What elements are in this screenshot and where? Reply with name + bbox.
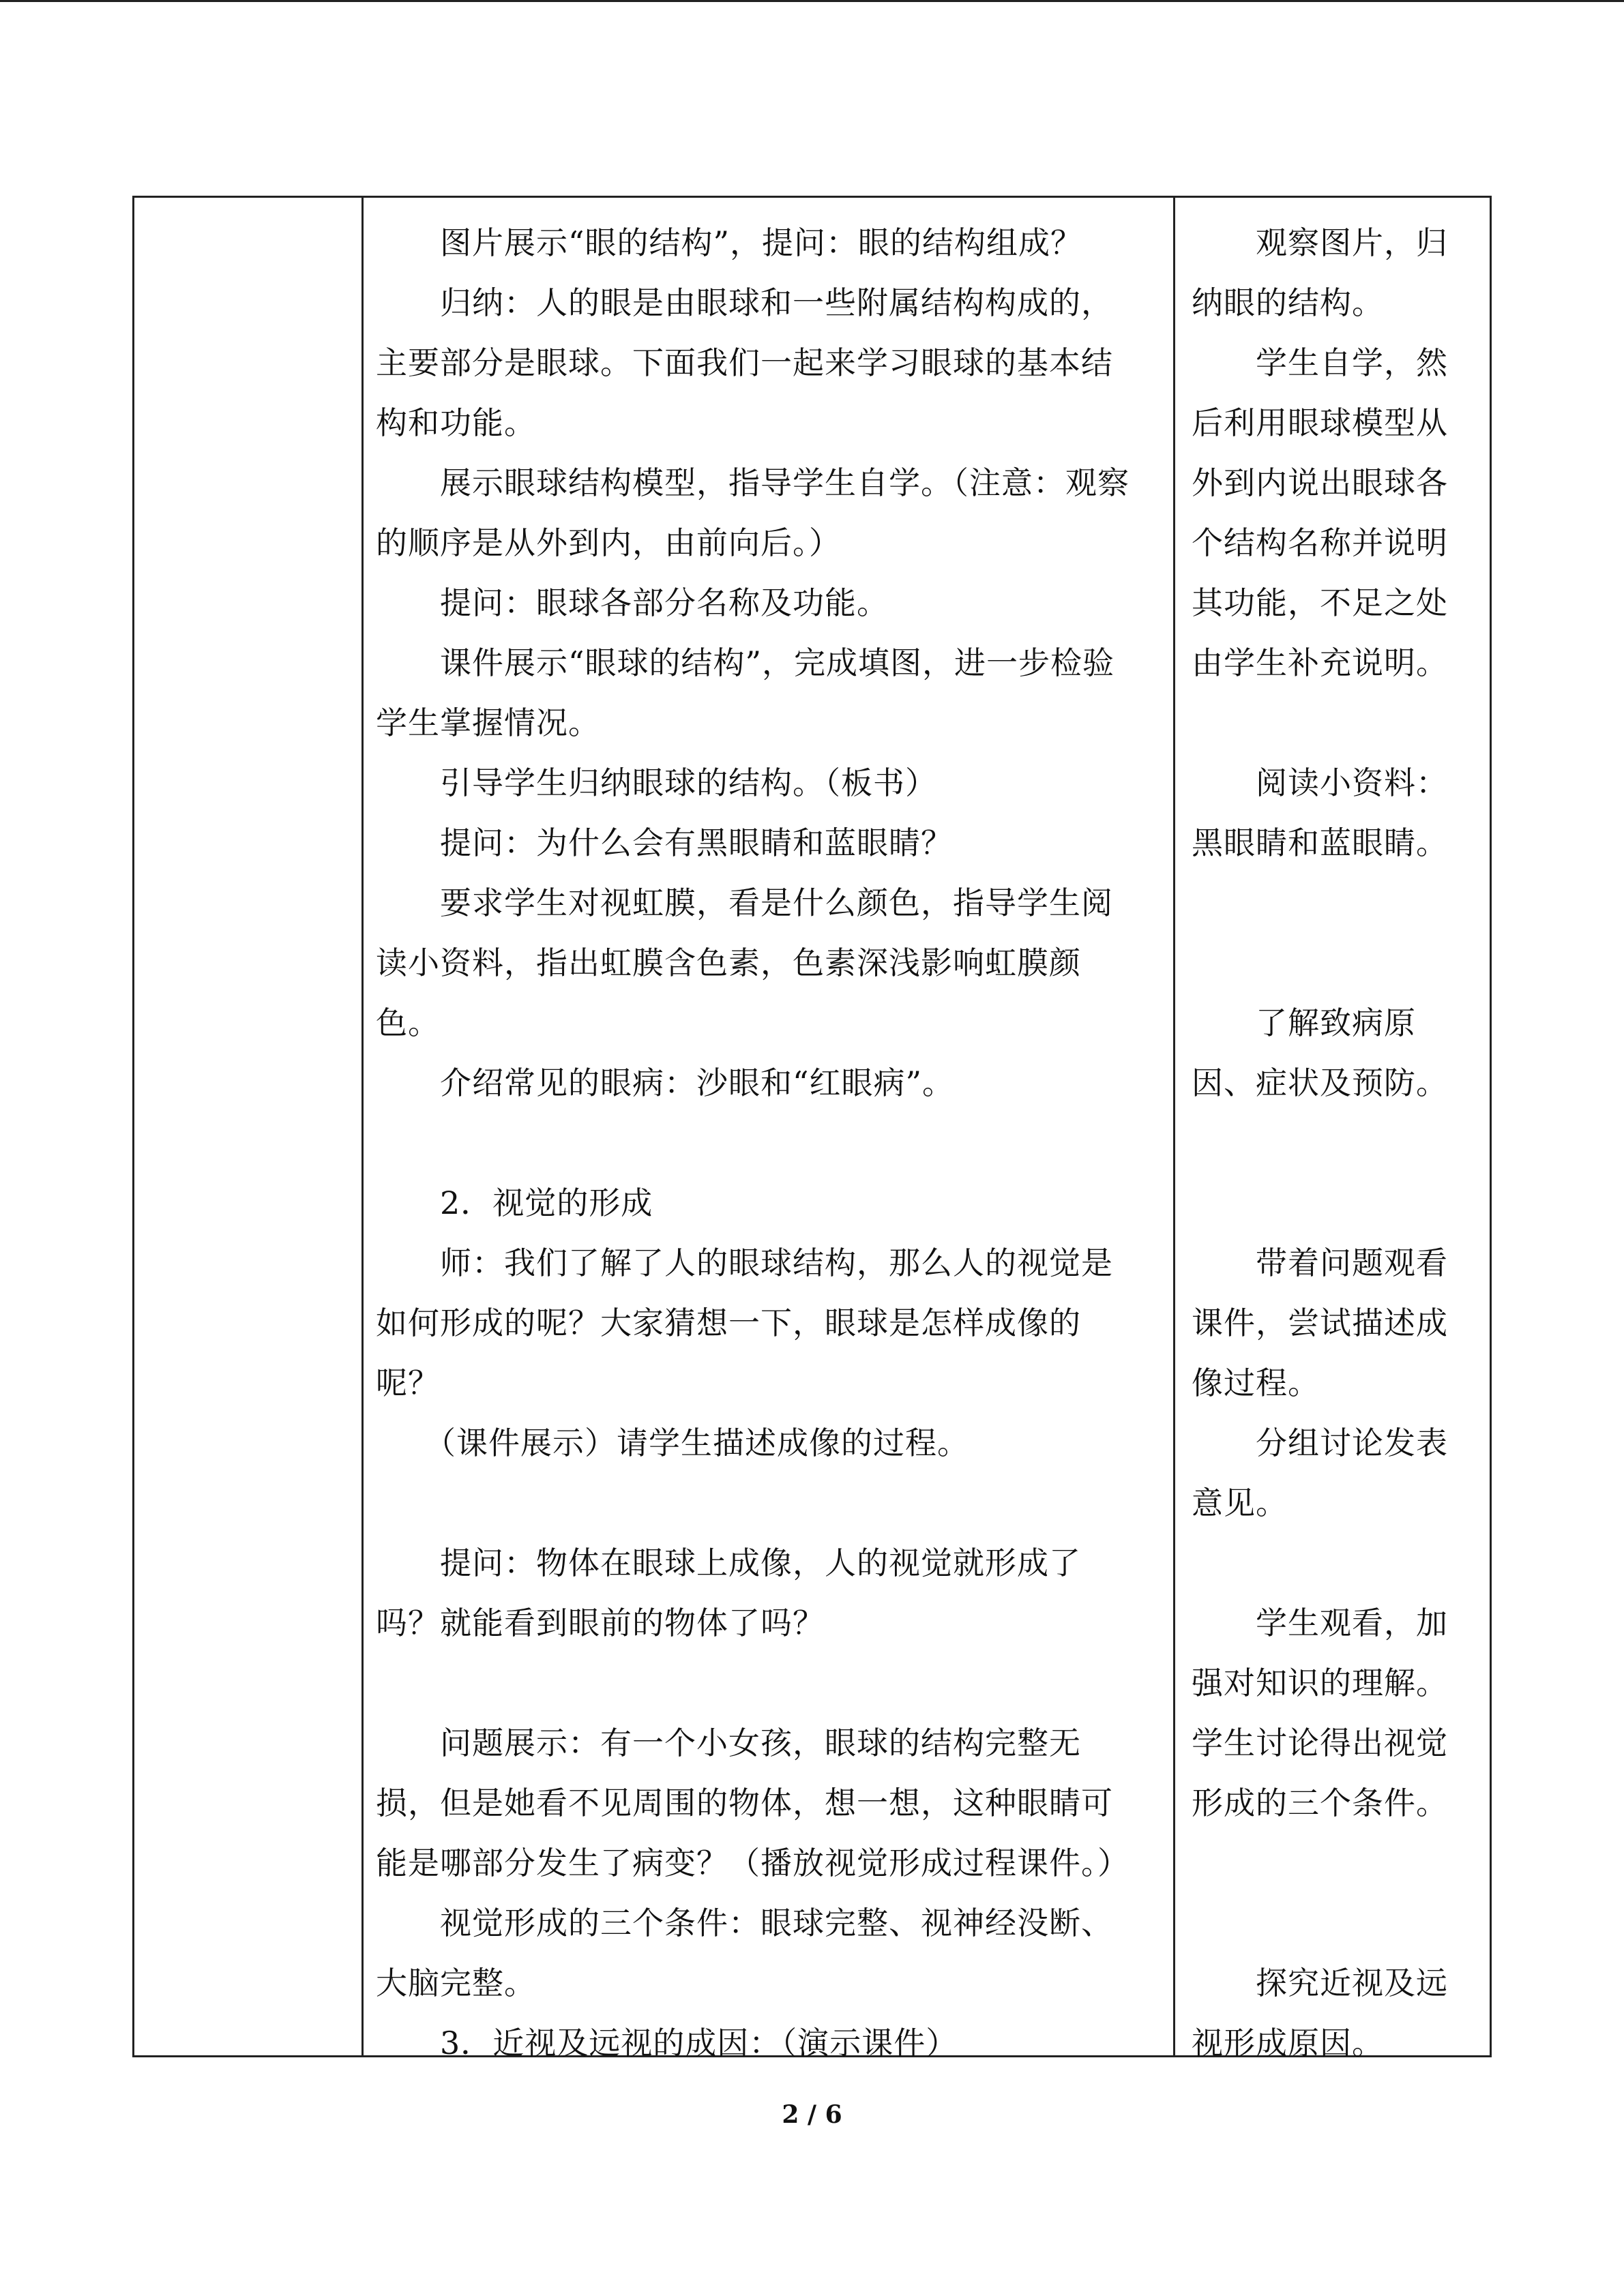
- student-text-line: 个结构名称并说明: [1192, 524, 1448, 561]
- student-text-line: 形成的三个条件。: [1192, 1785, 1448, 1821]
- teacher-text-line: 视觉形成的三个条件：眼球完整、视神经没断、: [376, 1905, 1113, 1941]
- student-text-line: 意见。: [1192, 1485, 1288, 1521]
- teacher-text-line: （课件展示）请学生描述成像的过程。: [376, 1425, 969, 1461]
- lesson-table: [132, 196, 1492, 2061]
- page-number: 2 / 6: [782, 2100, 842, 2129]
- student-text-line: 探究近视及远: [1192, 1965, 1448, 2001]
- student-text-line: 学生讨论得出视觉: [1192, 1725, 1448, 1761]
- student-text-line: 学生自学，然: [1192, 344, 1448, 381]
- teacher-text-line: 提问：物体在眼球上成像，人的视觉就形成了: [376, 1545, 1081, 1581]
- student-text-line: 像过程。: [1192, 1365, 1320, 1401]
- student-text-line: 视形成原因。: [1192, 2025, 1384, 2061]
- teacher-text-line: 展示眼球结构模型，指导学生自学。（注意：观察: [376, 464, 1130, 501]
- student-text-line: 强对知识的理解。: [1192, 1665, 1448, 1701]
- teacher-text-line: 3．近视及远视的成因：（演示课件）: [376, 2025, 958, 2061]
- teacher-text-line: 引导学生归纳眼球的结构。（板书）: [376, 764, 937, 801]
- teacher-text-line: 归纳：人的眼是由眼球和一些附属结构构成的，: [376, 284, 1113, 321]
- teacher-text-line: 色。: [376, 1004, 440, 1041]
- student-text-line: 学生观看，加: [1192, 1605, 1448, 1641]
- student-text-line: 因、症状及预防。: [1192, 1064, 1448, 1101]
- column-divider-2: [1173, 198, 1175, 2055]
- teacher-text-line: 损，但是她看不见周围的物体，想一想，这种眼睛可: [376, 1785, 1113, 1821]
- student-text-line: 课件，尝试描述成: [1192, 1304, 1448, 1341]
- column-divider-1: [361, 198, 364, 2055]
- teacher-text-line: 主要部分是眼球。下面我们一起来学习眼球的基本结: [376, 344, 1113, 381]
- teacher-text-line: 提问：眼球各部分名称及功能。: [376, 584, 889, 621]
- student-text-line: 观察图片，归: [1192, 224, 1448, 261]
- teacher-text-line: 学生掌握情况。: [376, 704, 600, 741]
- teacher-text-line: 大脑完整。: [376, 1965, 536, 2001]
- student-text-line: 阅读小资料：: [1192, 764, 1448, 801]
- teacher-text-line: 呢？: [376, 1365, 440, 1401]
- teacher-text-line: 的顺序是从外到内，由前向后。）: [376, 524, 841, 561]
- teacher-text-line: 读小资料，指出虹膜含色素，色素深浅影响虹膜颜: [376, 944, 1081, 981]
- teacher-text-line: 2．视觉的形成: [376, 1184, 653, 1221]
- student-text-line: 纳眼的结构。: [1192, 284, 1384, 321]
- teacher-text-line: 问题展示：有一个小女孩，眼球的结构完整无: [376, 1725, 1081, 1761]
- teacher-text-line: 提问：为什么会有黑眼睛和蓝眼睛？: [376, 824, 953, 861]
- student-text-line: 由学生补充说明。: [1192, 644, 1448, 681]
- teacher-text-line: 介绍常见的眼病：沙眼和“红眼病”。: [376, 1064, 955, 1101]
- student-text-line: 其功能，不足之处: [1192, 584, 1448, 621]
- teacher-text-line: 如何形成的呢？大家猜想一下，眼球是怎样成像的: [376, 1304, 1081, 1341]
- student-text-line: 了解致病原: [1192, 1004, 1416, 1041]
- teacher-text-line: 吗？就能看到眼前的物体了吗？: [376, 1605, 825, 1641]
- teacher-text-line: 图片展示“眼的结构”，提问：眼的结构组成？: [376, 224, 1083, 261]
- teacher-text-line: 师：我们了解了人的眼球结构，那么人的视觉是: [376, 1244, 1113, 1281]
- student-text-line: 外到内说出眼球各: [1192, 464, 1448, 501]
- page-top-border: [0, 0, 1624, 2]
- teacher-text-line: 能是哪部分发生了病变？（播放视觉形成过程课件。）: [376, 1845, 1130, 1881]
- teacher-text-line: 课件展示“眼球的结构”，完成填图，进一步检验: [376, 644, 1115, 681]
- student-text-line: 后利用眼球模型从: [1192, 404, 1448, 441]
- student-text-line: 黑眼睛和蓝眼睛。: [1192, 824, 1448, 861]
- student-text-line: 分组讨论发表: [1192, 1425, 1448, 1461]
- student-text-line: 带着问题观看: [1192, 1244, 1448, 1281]
- teacher-text-line: 构和功能。: [376, 404, 536, 441]
- teacher-text-line: 要求学生对视虹膜，看是什么颜色，指导学生阅: [376, 884, 1113, 921]
